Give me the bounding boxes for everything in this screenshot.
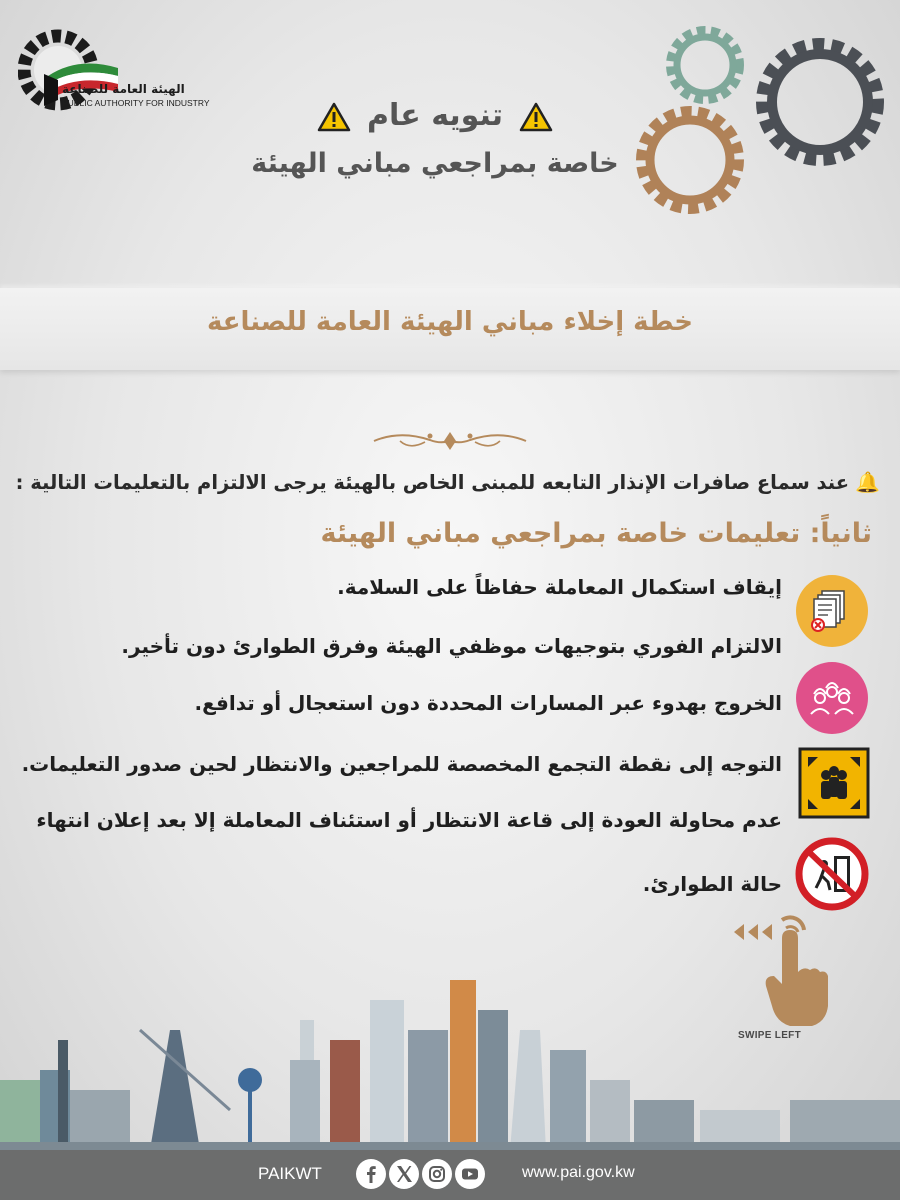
instruction-item: الخروج بهدوء عبر المسارات المحددة دون استعجال أو تدافع. [194, 691, 782, 715]
social-handle: PAIKWT [258, 1164, 322, 1183]
warning-icon [519, 102, 553, 132]
city-skyline [0, 960, 900, 1150]
facebook-icon[interactable] [356, 1159, 386, 1189]
notice-title [270, 98, 600, 133]
notice-title-text: تنويه عام [367, 98, 503, 133]
instruction-item: الالتزام الفوري بتوجيهات موظفي الهيئة وفرق الطوارئ دون تأخير. [121, 634, 782, 658]
emergency-team-icon [794, 660, 870, 736]
notice-subtitle: خاصة بمراجعي مباني الهيئة [251, 148, 619, 179]
instagram-icon[interactable] [422, 1159, 452, 1189]
no-entry-icon [794, 836, 870, 912]
instruction-item: إيقاف استكمال المعاملة حفاظاً على السلامة. [337, 575, 782, 599]
website-url[interactable]: www.pai.gov.kw [522, 1164, 635, 1181]
ornament-divider [370, 428, 530, 454]
assembly-point-icon [796, 745, 872, 821]
youtube-icon[interactable] [455, 1159, 485, 1189]
org-name-ar: الهيئة العامة للصناعة [62, 82, 185, 96]
bell-icon: 🔔 [855, 470, 880, 494]
instruction-item: حالة الطوارئ. [642, 872, 782, 896]
intro-text: عند سماع صافرات الإنذار التابعه للمبنى الخاص بالهيئة يرجى الالتزام بالتعليمات التالية : [15, 471, 850, 494]
x-icon[interactable] [389, 1159, 419, 1189]
plan-title: خطة إخلاء مباني الهيئة العامة للصناعة [206, 307, 694, 337]
instruction-item: عدم محاولة العودة إلى قاعة الانتظار أو استئناف المعاملة إلا بعد إعلان انتهاء [36, 808, 782, 832]
gears-illustration [630, 10, 900, 240]
swipe-label: SWIPE LEFT [738, 1030, 801, 1041]
section-title: ثانياً: تعليمات خاصة بمراجعي مباني الهيئة [320, 518, 872, 549]
org-name-en: PUBLIC AUTHORITY FOR INDUSTRY [62, 98, 210, 108]
instruction-item: التوجه إلى نقطة التجمع المخصصة للمراجعين والانتظار لحين صدور التعليمات. [21, 752, 782, 776]
intro-line [0, 470, 880, 494]
warning-icon [317, 102, 351, 132]
documents-cancel-icon [794, 573, 870, 649]
pai-logo [18, 18, 208, 128]
